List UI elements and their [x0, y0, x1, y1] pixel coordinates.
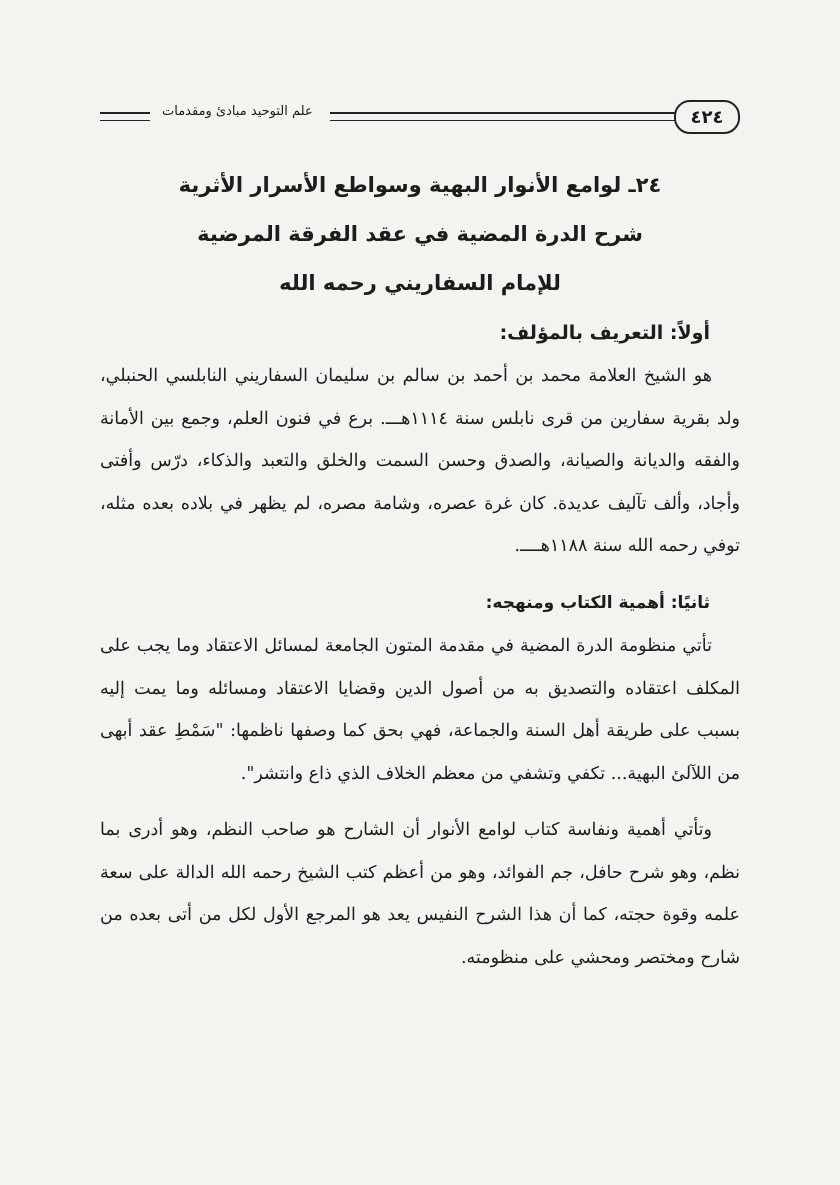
running-title: علم التوحيد مبادئ ومقدمات [162, 104, 313, 119]
section-heading-author: أولاً: التعريف بالمؤلف: [499, 322, 710, 344]
page-header [100, 98, 740, 138]
title-line-1: ٢٤ـ لوامع الأنوار البهية وسواطع الأسرار الأثرية [178, 173, 662, 197]
section-heading-importance: ثانيًا: أهمية الكتاب ومنهجه: [485, 593, 710, 613]
page-number: ٤٢٤ [674, 100, 740, 134]
book-title-block [100, 165, 740, 312]
header-rule-short [100, 112, 150, 121]
section-importance [100, 581, 740, 979]
section-author [100, 311, 740, 568]
title-line-2: شرح الدرة المضية في عقد الفرقة المرضية [197, 222, 643, 246]
author-paragraph: هو الشيخ العلامة محمد بن أحمد بن سالم بن سليمان السفاريني النابلسي الحنبلي، ولد بقرية سفارين من قرى نابلس سنة ١١١٤هـــ. برع في فنون العلم، وجمع بين الأمانة والفقه والديانة والصيانة، والصدق وحسن السمت والخلق والتعبد والذكاء، درّس وأفتى وأجاد، وألف تآليف عديدة. كان غرة عصره، وشامة مصره، لم يظهر في بلاده بعده مثله، توفي رحمه الله سنة ١١٨٨هــــ. [100, 366, 740, 556]
header-rule-long [330, 112, 676, 121]
importance-paragraph-2: وتأتي أهمية ونفاسة كتاب لوامع الأنوار أن الشارح هو صاحب النظم، وهو أدرى بما نظم، وهو شرح حافل، جم الفوائد، وهو من أعظم كتب الشيخ رحمه الله الدالة على سعة علمه وقوة حجته، كما أن هذا الشرح النفيس يعد هو المرجع الأول لكل من أتى بعده من شارح ومختصر ومحشي على منظومته. [100, 820, 740, 968]
title-line-3: للإمام السفاريني رحمه الله [279, 271, 561, 295]
importance-paragraph-1: تأتي منظومة الدرة المضية في مقدمة المتون الجامعة لمسائل الاعتقاد وما يجب على المكلف اعتقاده والتصديق به من أصول الدين وقضايا الاعتقاد ومسائله وما يمت إليه بسبب على طريقة أهل السنة والجماعة، فهي بحق كما وصفها ناظمها: "سَمْطِ عقد أبهى من اللآلئ البهية... تكفي وتشفي من معظم الخلاف الذي ذاع وانتشر". [100, 636, 740, 784]
